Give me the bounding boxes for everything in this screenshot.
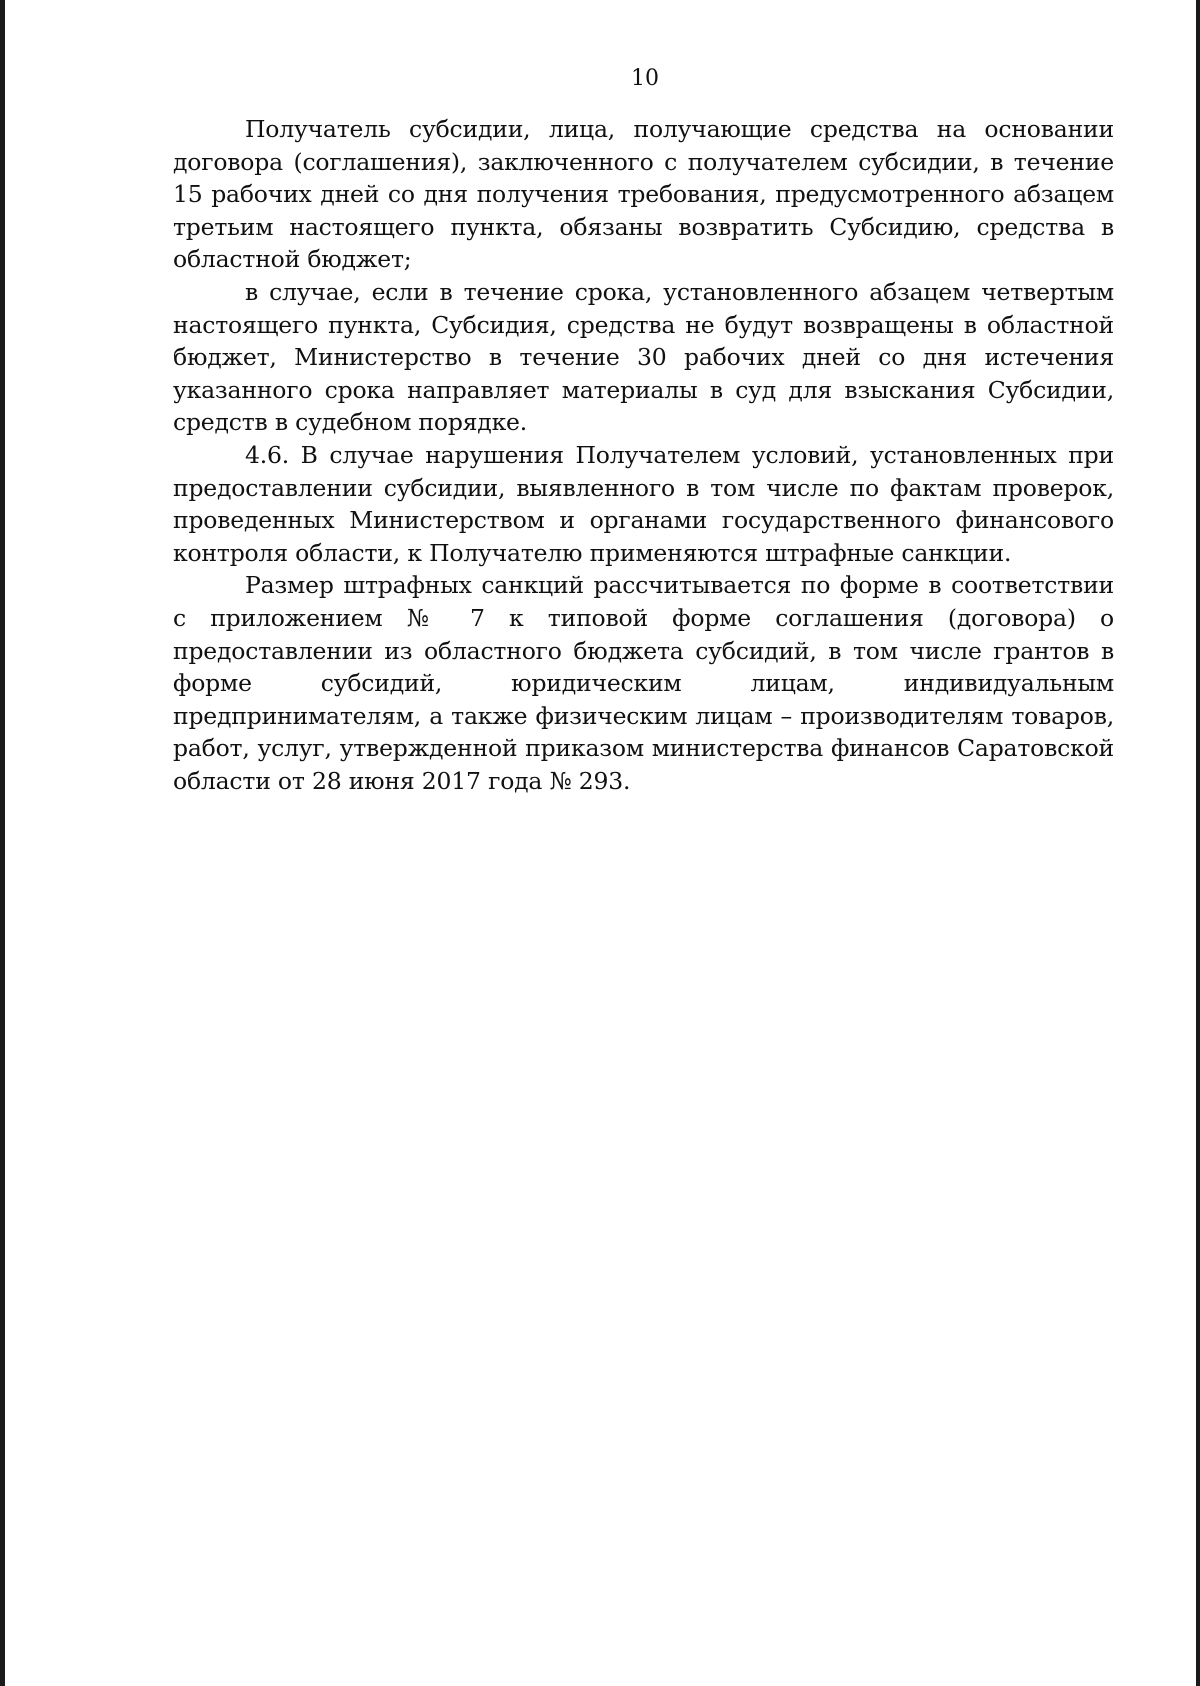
document-body [173,113,1114,797]
scan-edge-left [0,0,5,1686]
page-number: 10 [631,66,659,91]
scan-edge-right [1196,0,1200,1686]
paragraph-penalty-calculation: Размер штрафных санкций рассчитывается по форме в соответствии с приложением № 7 к типовой форме соглашения (договора) о предоставлении из областного бюджета субсидий, в том числе грантов в форме субсидий, юридическим лицам, индивидуальным предпринимателям, а также физическим лицам – производителям товаров, работ, услуг, утвержденной приказом министерства финансов Саратовской области от 28 июня 2017 года № 293. [173,571,1114,795]
paragraph-refund-obligation: Получатель субсидии, лица, получающие средства на основании договора (соглашения), заключенного с получателем субсидии, в течение 15 рабочих дней со дня получения требования, предусмотренного абзацем третьим настоящего пункта, обязаны возвратить Субсидию, средства в областной бюджет; [173,115,1114,274]
paragraph-penalties: 4.6. В случае нарушения Получателем условий, установленных при предоставлении субсидии, выявленного в том числе по фактам проверок, проведенных Министерством и органами государственного финансового контроля области, к Получателю применяются штрафные санкции. [173,440,1114,567]
paragraph-court-recovery: в случае, если в течение срока, установленного абзацем четвертым настоящего пункта, Субсидия, средства не будут возвращены в областной бюджет, Министерство в течение 30 рабочих дней со дня истечения указанного срока направляет материалы в суд для взыскания Субсидии, средств в судебном порядке. [173,277,1114,437]
